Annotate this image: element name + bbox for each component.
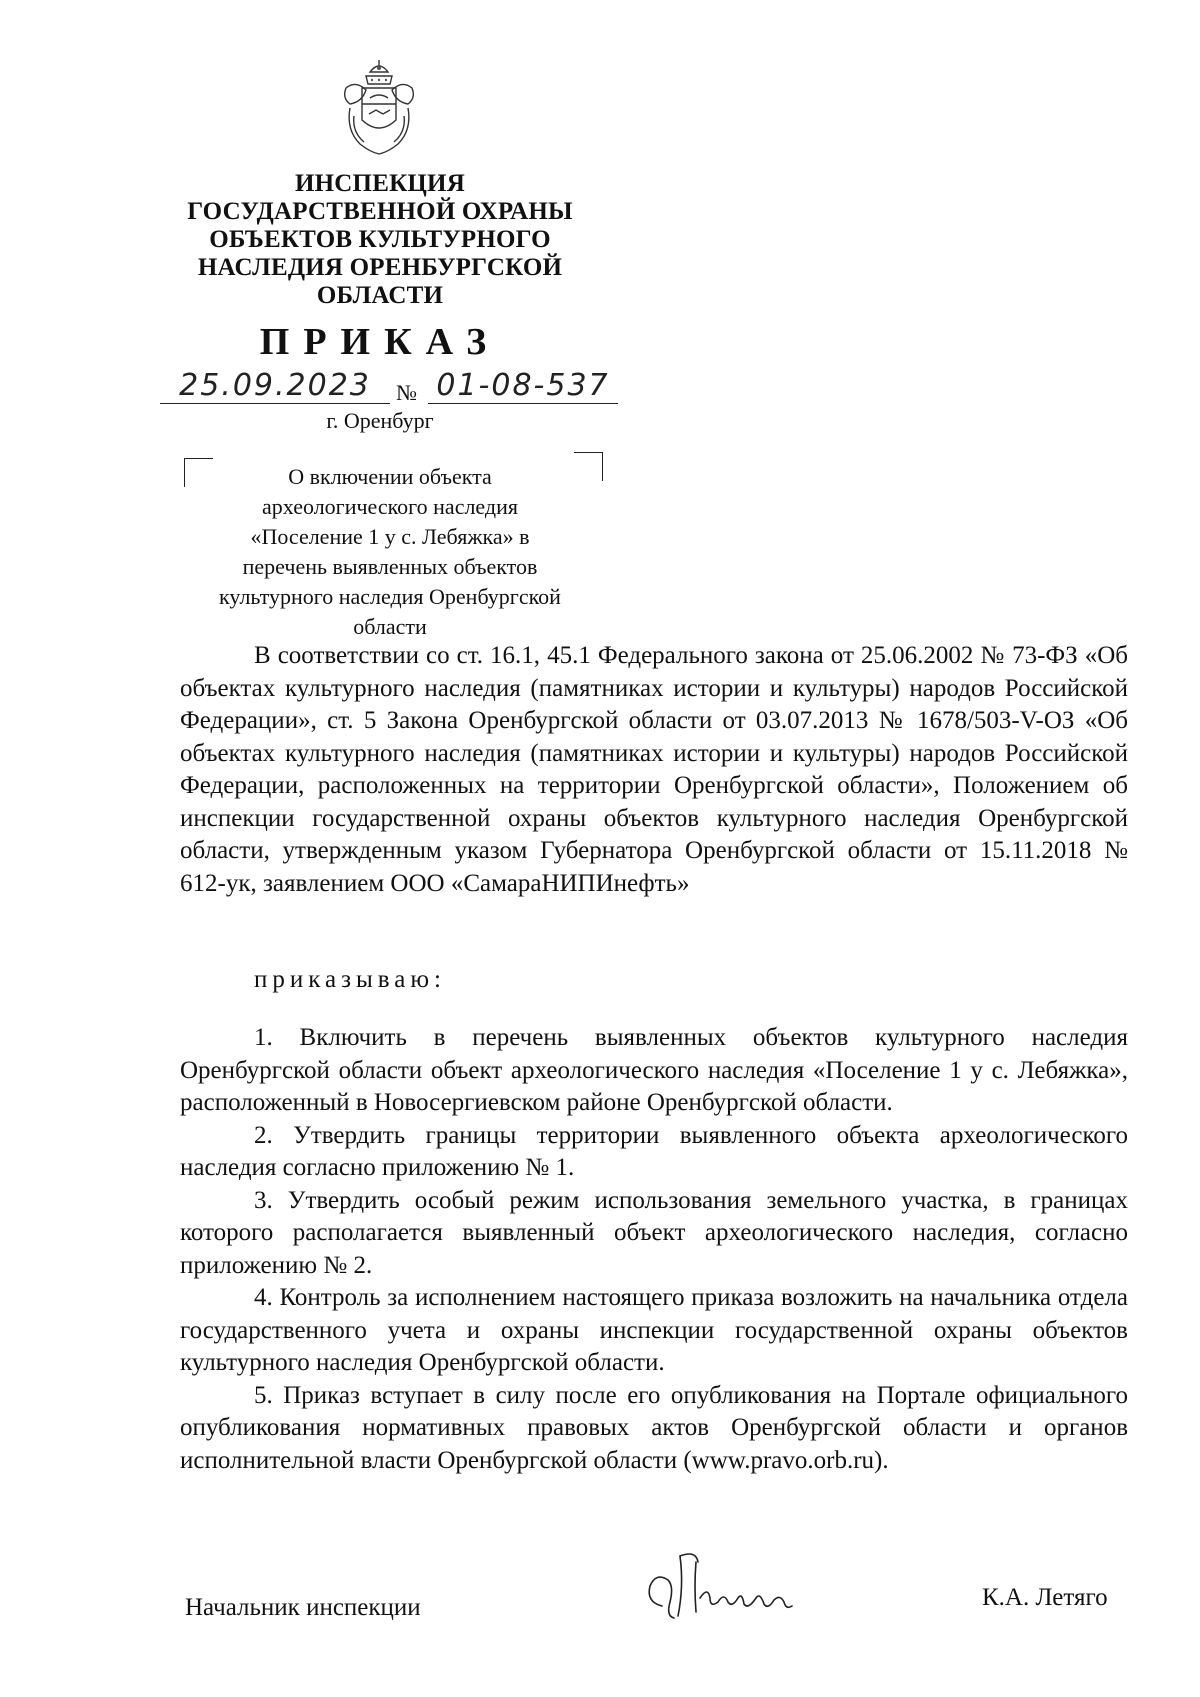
handwritten-date: 25.09.2023	[160, 368, 390, 404]
order-directive-word: приказываю:	[254, 966, 446, 993]
preamble-paragraph: В соответствии со ст. 16.1, 45.1 Федерального закона от 25.06.2002 № 73-ФЗ «Об объектах культурного наследия (памятниках истории и культуры) народов Российской Федерации», ст. 5 Закона Оренбургской области от 03.07.2013 № 1678/503-V-ОЗ «Об объектах культурного наследия (памятниках истории и культуры) народов Российской Федерации, расположенных на территории Оренбургской области», Положением об инспекции государственной охраны объектов культурного наследия Оренбургской области, утвержденным указом Губернатора Оренбургской области от 15.11.2018 № 612-ук, заявлением ООО «СамараНИПИнефть»	[180, 642, 1128, 897]
subject-line: археологического наследия	[262, 494, 518, 519]
subject-line: О включении объекта	[288, 464, 492, 489]
handwritten-order-number: 01-08-537	[428, 368, 618, 404]
order-item: 1. Включить в перечень выявленных объектов культурного наследия Оренбургской области объект археологического наследия «Поселение 1 у с. Лебяжка», расположенный в Новосергиевском районе Оренбургской области.	[180, 1024, 1128, 1116]
number-sign: №	[396, 380, 417, 405]
subject-line: перечень выявленных объектов	[242, 554, 538, 579]
subject-line: области	[353, 614, 427, 639]
order-subject	[190, 462, 590, 642]
signer-name: К.А. Летяго	[982, 1584, 1108, 1611]
order-item: 2. Утвердить границы территории выявленного объекта археологического наследия согласно приложению № 1.	[180, 1121, 1128, 1181]
handwritten-signature-icon	[640, 1546, 820, 1626]
order-items	[180, 1022, 1128, 1477]
org-line: ГОСУДАРСТВЕННОЙ ОХРАНЫ	[187, 198, 573, 225]
org-line: ИНСПЕКЦИЯ	[295, 170, 465, 197]
issuing-organization	[150, 170, 610, 310]
org-line: ОБЛАСТИ	[316, 282, 444, 309]
subject-line: культурного наследия Оренбургской	[219, 584, 561, 609]
order-item: 5. Приказ вступает в силу после его опубликования на Портале официального опубликования нормативных правовых актов Оренбургской области и органов исполнительной власти Оренбургской области (www.pravo.orb.ru).	[180, 1381, 1128, 1474]
document-type-title: ПРИКАЗ	[259, 321, 501, 363]
signer-position: Начальник инспекции	[185, 1594, 421, 1621]
city-line: г. Оренбург	[326, 408, 434, 433]
order-item: 4. Контроль за исполнением настоящего приказа возложить на начальника отдела государственного учета и охраны инспекции государственной охраны объектов культурного наследия Оренбургской области.	[180, 1284, 1128, 1376]
org-line: ОБЪЕКТОВ КУЛЬТУРНОГО	[209, 226, 551, 253]
order-item: 3. Утвердить особый режим использования земельного участка, в границах которого располагается выявленный объект археологического наследия, согласно приложению № 2.	[180, 1186, 1128, 1279]
coat-of-arms-icon	[336, 58, 422, 160]
org-line: НАСЛЕДИЯ ОРЕНБУРГСКОЙ	[197, 254, 563, 281]
subject-line: «Поселение 1 у с. Лебяжка» в	[250, 524, 530, 549]
